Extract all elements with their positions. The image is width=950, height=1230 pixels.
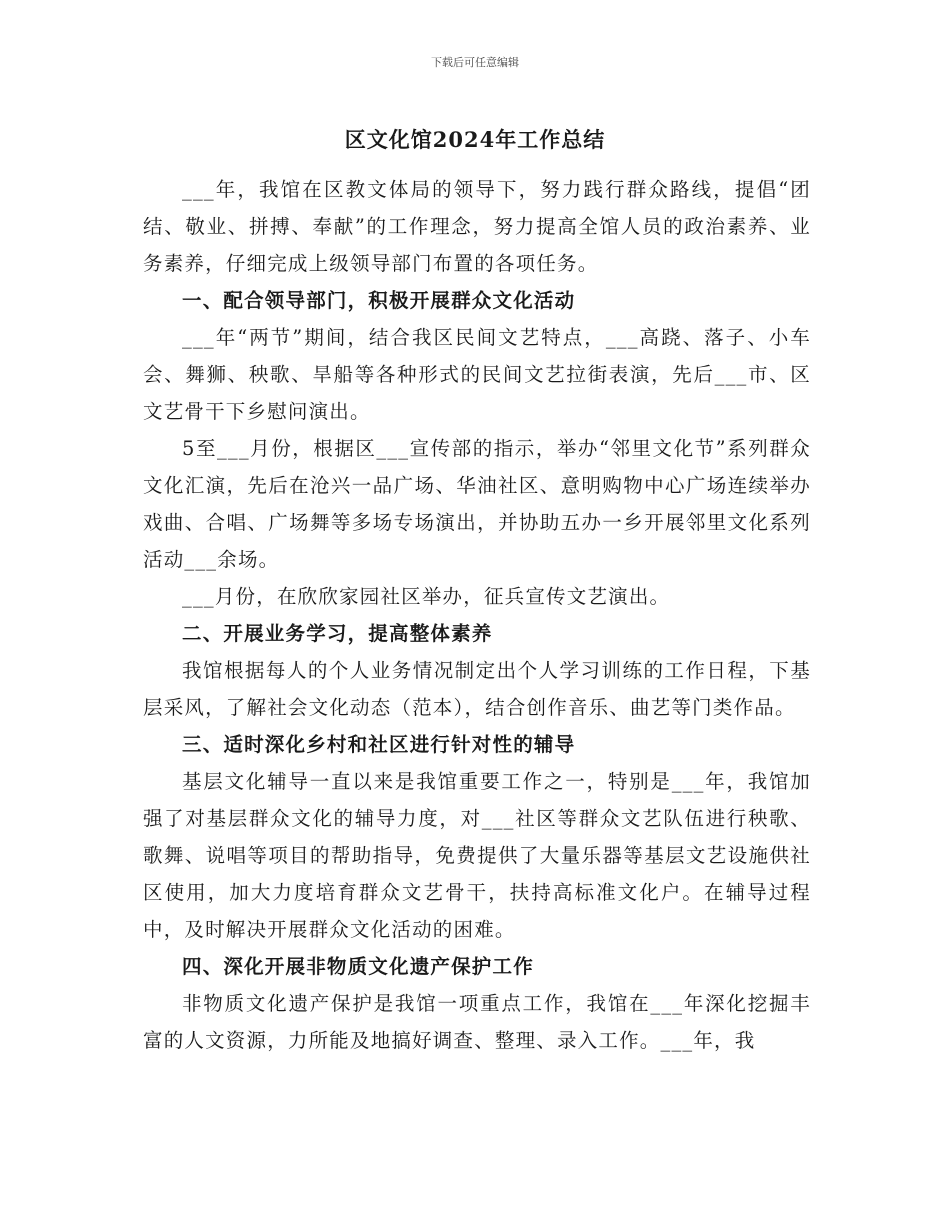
section-heading-2: 二、开展业务学习，提高整体素养: [182, 622, 493, 645]
paragraph: 我馆根据每人的个人业务情况制定出个人学习训练的工作日程，下基层采风，了解社会文化动态（范本），结合创作音乐、曲艺等门类作品。: [143, 659, 811, 719]
header-note: 下载后可任意编辑: [431, 56, 519, 69]
paragraph: 5至___月份，根据区___宣传部的指示，举办“邻里文化节”系列群众文化汇演，先后在沧兴一品广场、华油社区、意明购物中心广场连续举办戏曲、合唱、广场舞等多场专场演出，并协助五办一乡开展邻里文化系列活动___余场。: [143, 437, 811, 571]
paragraph: 非物质文化遗产保护是我馆一项重点工作，我馆在___年深化挖掘丰富的人文资源，力所能及地搞好调查、整理、录入工作。___年，我: [143, 992, 811, 1052]
section-heading-1: 一、配合领导部门，积极开展群众文化活动: [182, 289, 576, 312]
section-heading-4: 四、深化开展非物质文化遗产保护工作: [182, 955, 534, 978]
section-heading-3: 三、适时深化乡村和社区进行针对性的辅导: [182, 733, 576, 756]
paragraph: ___年“两节”期间，结合我区民间文艺特点，___高跷、落子、小车会、舞狮、秧歌、旱船等各种形式的民间文艺拉街表演，先后___市、区文艺骨干下乡慰问演出。: [143, 326, 811, 423]
document-title: 区文化馆2024年工作总结: [344, 127, 606, 152]
paragraph: ___月份，在欣欣家园社区举办，征兵宣传文艺演出。: [182, 585, 671, 608]
intro-paragraph: ___年，我馆在区教文体局的领导下，努力践行群众路线，提倡“团结、敬业、拼搏、奉献”的工作理念，努力提高全馆人员的政治素养、业务素养，仔细完成上级领导部门布置的各项任务。: [143, 178, 811, 275]
document-body: [143, 171, 811, 1059]
paragraph: 基层文化辅导一直以来是我馆重要工作之一，特别是___年，我馆加强了对基层群众文化的辅导力度，对___社区等群众文艺队伍进行秧歌、歌舞、说唱等项目的帮助指导，免费提供了大量乐器等基层文艺设施供社区使用，加大力度培育群众文艺骨干，扶持高标准文化户。在辅导过程中，及时解决开展群众文化活动的困难。: [143, 770, 811, 941]
